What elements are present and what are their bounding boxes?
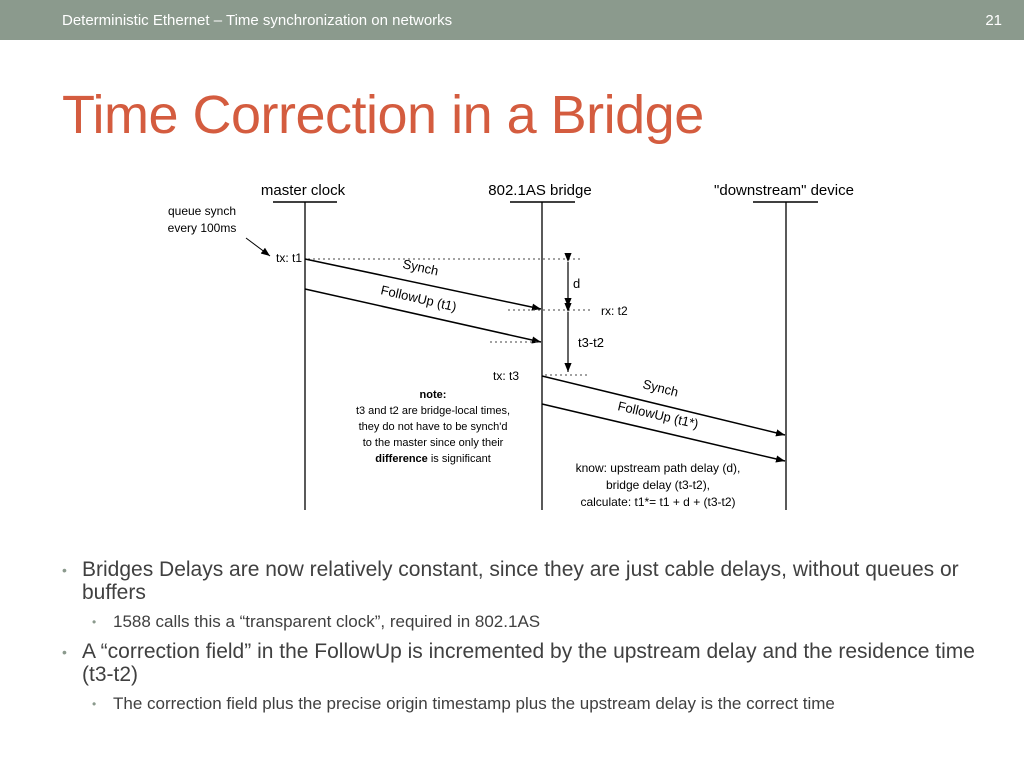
bullet-dot: •	[62, 644, 67, 660]
bullet-item	[62, 558, 982, 604]
queue-note-line1: queue synch	[167, 204, 237, 218]
bullet-item	[62, 640, 982, 686]
bullet-text: Bridges Delays are now relatively constant, since they are just cable delays, without queues or buffers	[82, 558, 959, 604]
sub-bullet-text: 1588 calls this a “transparent clock”, required in 802.1AS	[113, 612, 541, 631]
note-line3: to the master since only their	[362, 437, 504, 449]
note-rest: is significant	[427, 453, 491, 465]
followup-label-2: FollowUp (t1*)	[616, 398, 700, 432]
column-label-bridge: 802.1AS bridge	[488, 182, 592, 199]
column-label-downstream: "downstream" device	[714, 182, 854, 199]
note-line2: they do not have to be synch'd	[358, 421, 508, 433]
know-line3: calculate: t1*= t1 + d + (t3-t2)	[580, 495, 736, 509]
tx-t3-label: tx: t3	[492, 369, 519, 383]
queue-note-line2: every 100ms	[167, 221, 237, 235]
bullet-text: A “correction field” in the FollowUp is incremented by the upstream delay and the residence time (t3-t2)	[82, 640, 975, 686]
bullet-dot: •	[92, 615, 97, 629]
note-emphasis: difference	[375, 453, 428, 465]
bullet-list	[62, 558, 982, 722]
sub-bullet-item	[62, 612, 982, 632]
know-line1: know: upstream path delay (d),	[575, 461, 741, 475]
rx-t2-label: rx: t2	[601, 304, 628, 318]
column-label-master: master clock	[260, 182, 346, 199]
note-line1: t3 and t2 are bridge-local times,	[355, 405, 511, 417]
d-label: d	[573, 276, 581, 291]
queue-note-arrow	[246, 238, 270, 256]
slide-title: Time Correction in a Bridge	[62, 85, 704, 145]
sub-bullet-item	[62, 694, 982, 714]
tx-t1-label: tx: t1	[275, 251, 302, 265]
note-line4	[375, 453, 491, 465]
note-heading: note:	[419, 389, 447, 401]
bullet-dot: •	[92, 697, 97, 711]
sub-bullet-text: The correction field plus the precise origin timestamp plus the upstream delay is the correct time	[113, 694, 835, 713]
synch-label-2: Synch	[641, 376, 680, 400]
t3-t2-label: t3-t2	[578, 335, 605, 350]
know-line2: bridge delay (t3-t2),	[605, 478, 711, 492]
bullet-dot: •	[62, 562, 67, 578]
page-number: 21	[985, 12, 1002, 29]
followup-label-1: FollowUp (t1)	[379, 282, 459, 315]
synch-label-1: Synch	[401, 256, 440, 279]
header-title: Deterministic Ethernet – Time synchronization on networks	[62, 12, 453, 29]
